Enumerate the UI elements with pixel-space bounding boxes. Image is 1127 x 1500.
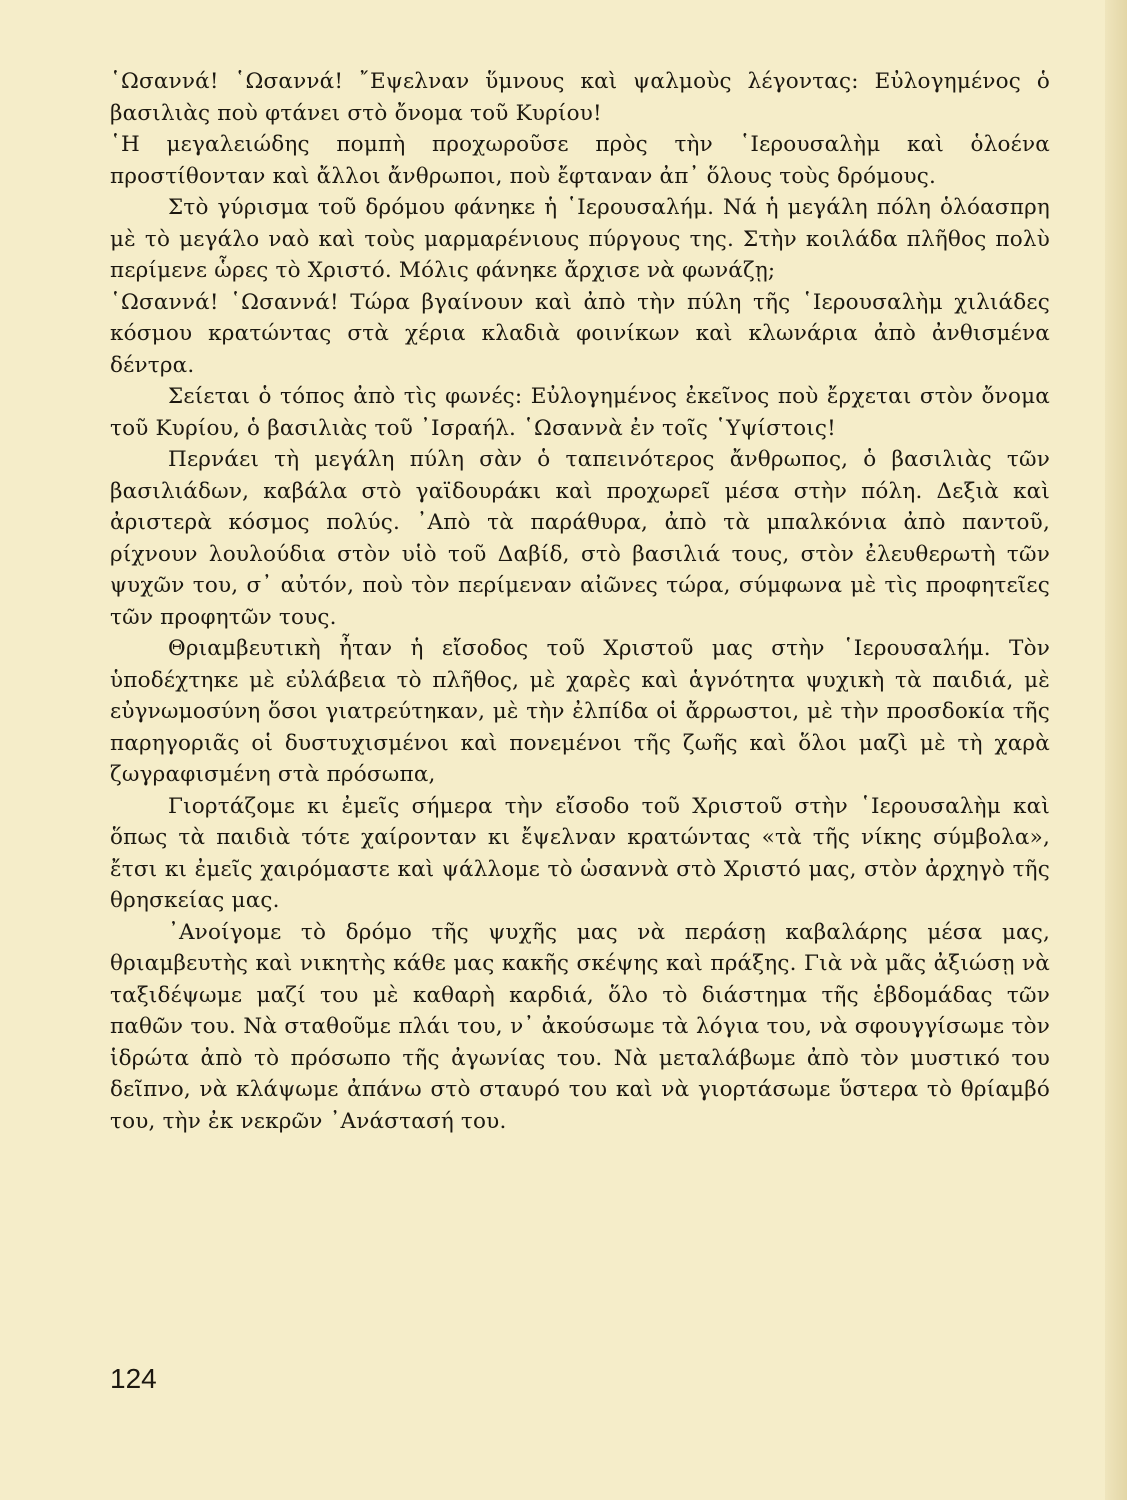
page-body [110, 66, 1050, 1137]
paragraph-3: Στὸ γύρισμα τοῦ δρόμου φάνηκε ἡ ῾Ιερουσαλήμ. Νά ἡ μεγάλη πόλη ὁλόασπρη μὲ τὸ μεγάλο ναὸ καὶ τοὺς μαρμαρένιους πύργους της. Στὴν κοιλάδα πλῆθος πολὺ περίμενε ὧρες τὸ Χριστό. Μόλις φάνηκε ἄρχισε νὰ φωνάζῃ; [110, 195, 1050, 283]
page-number: 124 [110, 1363, 157, 1394]
paragraph-9: ᾿Ανοίγομε τὸ δρόμο τῆς ψυχῆς μας νὰ περάσῃ καβαλάρης μέσα μας, θριαμβευτὴς καὶ νικητὴς κάθε μας κακῆς σκέψης καὶ πράξης. Γιὰ νὰ μᾶς ἀξιώσῃ νὰ ταξιδέψωμε μαζί του μὲ καθαρὴ καρδιά, ὅλο τὸ διάστημα τῆς ἑβδομάδας τῶν παθῶν του. Νὰ σταθοῦμε πλάι του, ν᾽ ἀκούσωμε τὰ λόγια του, νὰ σφουγγίσωμε τὸν ἱδρώτα ἀπὸ τὸ πρόσωπο τῆς ἀγωνίας του. Νὰ μεταλάβωμε ἀπὸ τὸν μυστικό του δεῖπνο, νὰ κλάψωμε ἀπάνω στὸ σταυρό του καὶ νὰ γιορτάσωμε ὕστερα τὸ θρίαμβό του, τὴν ἐκ νεκρῶν ᾿Ανάστασή του. [110, 919, 1050, 1134]
paragraph-7: Θριαμβευτικὴ ἦταν ἡ εἴσοδος τοῦ Χριστοῦ μας στὴν ῾Ιερουσαλήμ. Τὸν ὑποδέχτηκε μὲ εὐλάβεια τὸ πλῆθος, μὲ χαρὲς καὶ ἁγνότητα ψυχικὴ τὰ παιδιά, μὲ εὐγνωμοσύνη ὅσοι γιατρεύτηκαν, μὲ τὴν ἐλπίδα οἱ ἄρρωστοι, μὲ τὴν προσδοκία τῆς παρηγοριᾶς οἱ δυστυχισμένοι καὶ πονεμένοι τῆς ζωῆς καὶ ὅλοι μαζὶ μὲ τὴ χαρὰ ζωγραφισμένη στὰ πρόσωπα, [110, 636, 1050, 787]
paragraph-8: Γιορτάζομε κι ἐμεῖς σήμερα τὴν εἴσοδο τοῦ Χριστοῦ στὴν ῾Ιερουσαλὴμ καὶ ὅπως τὰ παιδιὰ τότε χαίρονταν κι ἔψελναν κρατώντας «τὰ τῆς νίκης σύμβολα», ἔτσι κι ἐμεῖς χαιρόμαστε καὶ ψάλλομε τὸ ὡσαννὰ στὸ Χριστό μας, στὸν ἀρχηγὸ τῆς θρησκείας μας. [110, 793, 1050, 913]
page-edge [1105, 0, 1127, 1500]
paragraph-6: Περνάει τὴ μεγάλη πύλη σὰν ὁ ταπεινότερος ἄνθρωπος, ὁ βασιλιὰς τῶν βασιλιάδων, καβάλα στὸ γαϊδουράκι καὶ προχωρεῖ μέσα στὴν πόλη. Δεξιὰ καὶ ἀριστερὰ κόσμος πολύς. ᾿Απὸ τὰ παράθυρα, ἀπὸ τὰ μπαλκόνια ἀπὸ παντοῦ, ρίχνουν λουλούδια στὸν υἱὸ τοῦ Δαβίδ, στὸ βασιλιά τους, στὸν ἐλευθερωτὴ τῶν ψυχῶν του, σ᾽ αὐτόν, ποὺ τὸν περίμεναν αἰῶνες τώρα, σύμφωνα μὲ τὶς προφητεῖες τῶν προφητῶν τους. [110, 447, 1050, 630]
paragraph-2: ῾Η μεγαλειώδης πομπὴ προχωροῦσε πρὸς τὴν ῾Ιερουσαλὴμ καὶ ὁλοένα προστίθονταν καὶ ἄλλοι ἄνθρωποι, ποὺ ἔφταναν ἀπ᾽ ὅλους τοὺς δρόμους. [110, 132, 1050, 189]
paragraph-5: Σείεται ὁ τόπος ἀπὸ τὶς φωνές: Εὐλογημένος ἐκεῖνος ποὺ ἔρχεται στὸν ὄνομα τοῦ Κυρίου, ὁ βασιλιὰς τοῦ ᾿Ισραήλ. ῾Ωσαννὰ ἐν τοῖς ῾Υψίστοις! [110, 384, 1050, 441]
paragraph-4: ῾Ωσαννά! ῾Ωσαννά! Τώρα βγαίνουν καὶ ἀπὸ τὴν πύλη τῆς ῾Ιερουσαλὴμ χιλιάδες κόσμου κρατώντας στὰ χέρια κλαδιὰ φοινίκων καὶ κλωνάρια ἀπὸ ἀνθισμένα δέντρα. [110, 289, 1050, 378]
paragraph-1: ῾Ωσαννά! ῾Ωσαννά! ῎Εψελναν ὕμνους καὶ ψαλμοὺς λέγοντας: Εὐλογημένος ὁ βασιλιὰς ποὺ φτάνει στὸ ὄνομα τοῦ Κυρίου! [110, 69, 1050, 126]
